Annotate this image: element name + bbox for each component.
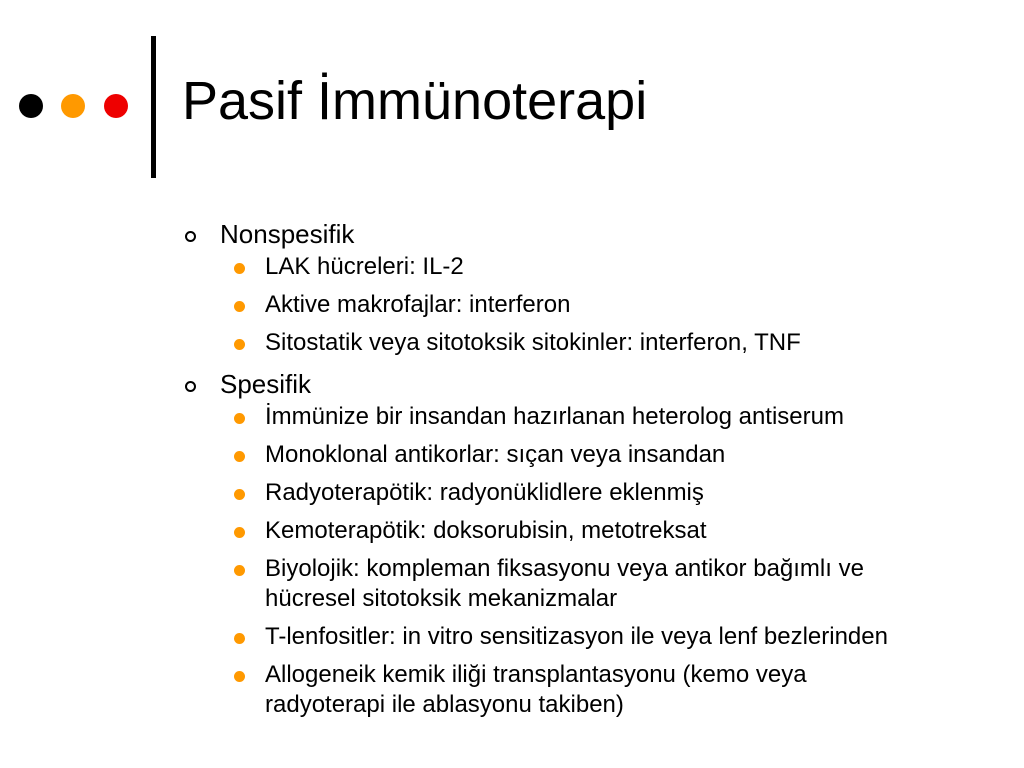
list-item-text-line-1: Allogeneik kemik iliği transplantasyonu (kemo veya xyxy=(265,661,807,688)
section-heading-spesifik xyxy=(182,366,1012,402)
slide-title: Pasif İmmünoterapi xyxy=(182,71,648,131)
list-item xyxy=(182,478,1012,508)
list-item-text: LAK hücreleri: IL-2 xyxy=(265,253,464,280)
orange-bullet-icon xyxy=(234,263,245,274)
title-divider xyxy=(151,36,156,178)
list-item xyxy=(182,660,1012,720)
nonspesifik-list xyxy=(182,252,1012,358)
orange-bullet-icon xyxy=(234,633,245,644)
list-item xyxy=(182,328,1012,358)
orange-bullet-icon xyxy=(234,413,245,424)
black-dot-icon xyxy=(19,94,43,118)
orange-bullet-icon xyxy=(234,489,245,500)
section-heading-label: Spesifik xyxy=(220,369,312,399)
list-item xyxy=(182,402,1012,432)
list-item-text-line-2: radyoterapi ile ablasyonu takiben) xyxy=(265,691,624,718)
orange-bullet-icon xyxy=(234,301,245,312)
list-item-text-line-2: hücresel sitotoksik mekanizmalar xyxy=(265,585,618,612)
orange-bullet-icon xyxy=(234,671,245,682)
list-item-text: Kemoterapötik: doksorubisin, metotreksat xyxy=(265,517,707,544)
list-item-text: Sitostatik veya sitotoksik sitokinler: interferon, TNF xyxy=(265,329,801,356)
list-item-text: T-lenfositler: in vitro sensitizasyon ile veya lenf bezlerinden xyxy=(265,623,888,650)
slide-content xyxy=(182,216,1012,728)
ring-bullet-icon xyxy=(185,381,196,392)
orange-bullet-icon xyxy=(234,339,245,350)
list-item-text: Monoklonal antikorlar: sıçan veya insandan xyxy=(265,441,726,468)
orange-bullet-icon xyxy=(234,451,245,462)
list-item-text: Aktive makrofajlar: interferon xyxy=(265,291,571,318)
section-heading-label: Nonspesifik xyxy=(220,219,355,249)
orange-bullet-icon xyxy=(234,527,245,538)
list-item-text: İmmünize bir insandan hazırlanan heterolog antiserum xyxy=(265,403,844,430)
list-item xyxy=(182,622,1012,652)
list-item xyxy=(182,252,1012,282)
list-item xyxy=(182,290,1012,320)
ring-bullet-icon xyxy=(185,231,196,242)
red-dot-icon xyxy=(104,94,128,118)
list-item-text-line-1: Biyolojik: kompleman fiksasyonu veya antikor bağımlı ve xyxy=(265,555,864,582)
list-item-text: Radyoterapötik: radyonüklidlere eklenmiş xyxy=(265,479,704,506)
list-item xyxy=(182,516,1012,546)
section-heading-nonspesifik xyxy=(182,216,1012,252)
orange-dot-icon xyxy=(61,94,85,118)
list-item xyxy=(182,554,1012,614)
list-item xyxy=(182,440,1012,470)
orange-bullet-icon xyxy=(234,565,245,576)
spesifik-list xyxy=(182,402,1012,720)
